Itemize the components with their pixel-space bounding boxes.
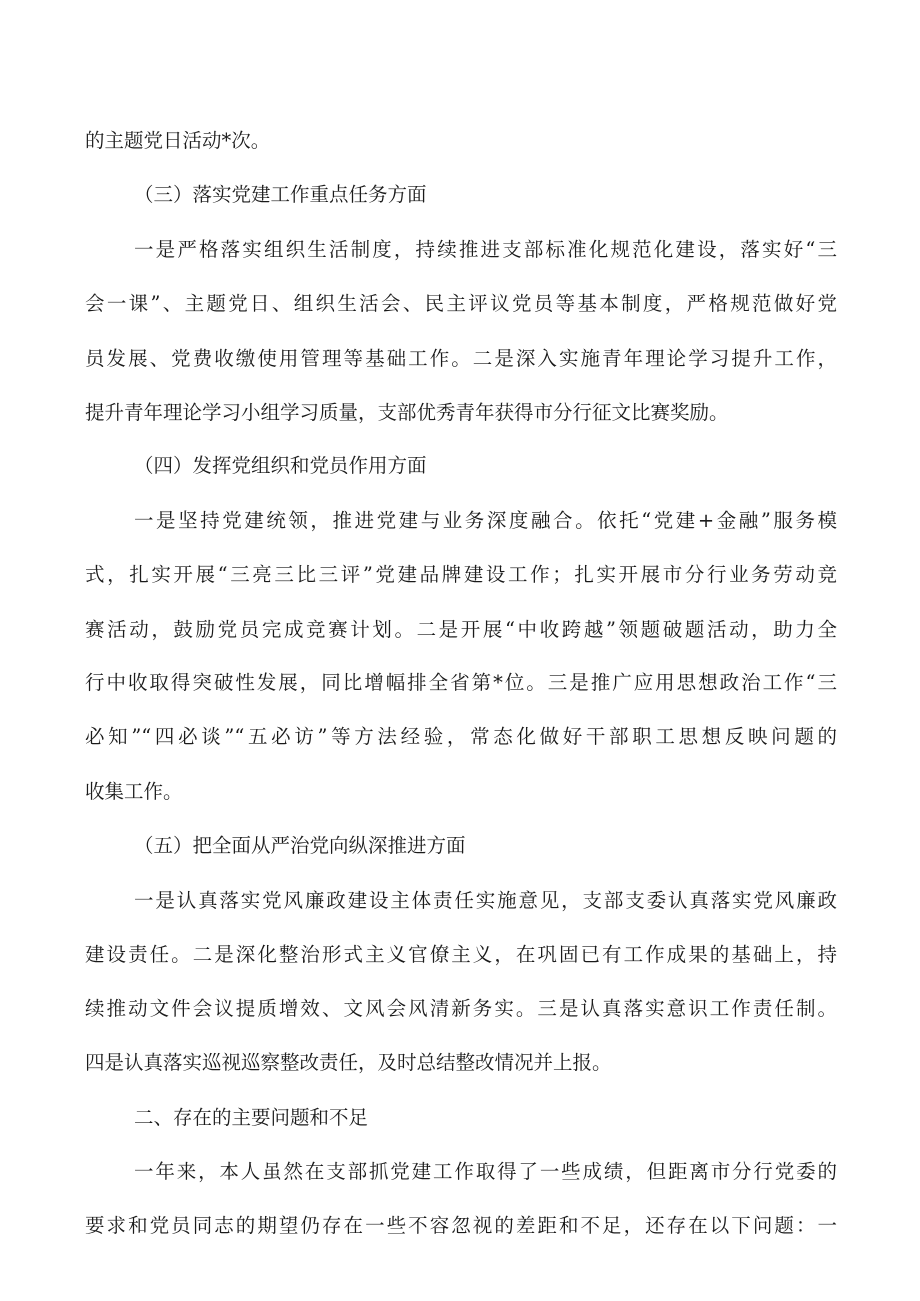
- paragraph-line: 赛活动，鼓励党员完成竞赛计划。二是开展“中收跨越”领题破题活动，助力全: [85, 618, 837, 641]
- paragraph-line: 建设责任。二是深化整治形式主义官僚主义，在巩固已有工作成果的基础上，持: [85, 943, 837, 966]
- paragraph-line: 员发展、党费收缴使用管理等基础工作。二是深入实施青年理论学习提升工作，: [85, 347, 837, 370]
- section-heading: （四）发挥党组织和党员作用方面: [134, 454, 427, 477]
- paragraph-line: 提升青年理论学习小组学习质量，支部优秀青年获得市分行征文比赛奖励。: [85, 401, 729, 424]
- paragraph-line: 式，扎实开展“三亮三比三评”党建品牌建设工作；扎实开展市分行业务劳动竞: [85, 563, 837, 586]
- paragraph-line: 一是坚持党建统领，推进党建与业务深度融合。依托“党建+金融”服务模: [134, 509, 837, 532]
- paragraph-line: 四是认真落实巡视巡察整改责任，及时总结整改情况并上报。: [85, 1051, 612, 1074]
- paragraph-line: 要求和党员同志的期望仍存在一些不容忽视的差距和不足，还存在以下问题：一: [85, 1214, 837, 1237]
- paragraph-line: 一是严格落实组织生活制度，持续推进支部标准化规范化建设，落实好“三: [134, 238, 837, 261]
- paragraph-line: 续推动文件会议提质增效、文风会风清新务实。三是认真落实意识工作责任制。: [85, 997, 837, 1020]
- paragraph-line: 的主题党日活动*次。: [85, 129, 271, 152]
- section-heading: （五）把全面从严治党向纵深推进方面: [134, 834, 466, 857]
- paragraph-line: 一年来，本人虽然在支部抓党建工作取得了一些成绩，但距离市分行党委的: [134, 1160, 837, 1183]
- section-heading: 二、存在的主要问题和不足: [134, 1106, 369, 1129]
- paragraph-line: 一是认真落实党风廉政建设主体责任实施意见，支部支委认真落实党风廉政: [134, 889, 837, 912]
- paragraph-line: 行中收取得突破性发展，同比增幅排全省第*位。三是推广应用思想政治工作“三: [85, 671, 837, 694]
- paragraph-line: 会一课”、主题党日、组织生活会、民主评议党员等基本制度，严格规范做好党: [85, 292, 837, 315]
- paragraph-line: 收集工作。: [85, 780, 183, 803]
- paragraph-line: 必知”“四必谈”“五必访”等方法经验，常态化做好干部职工思想反映问题的: [85, 725, 837, 748]
- section-heading: （三）落实党建工作重点任务方面: [134, 183, 427, 206]
